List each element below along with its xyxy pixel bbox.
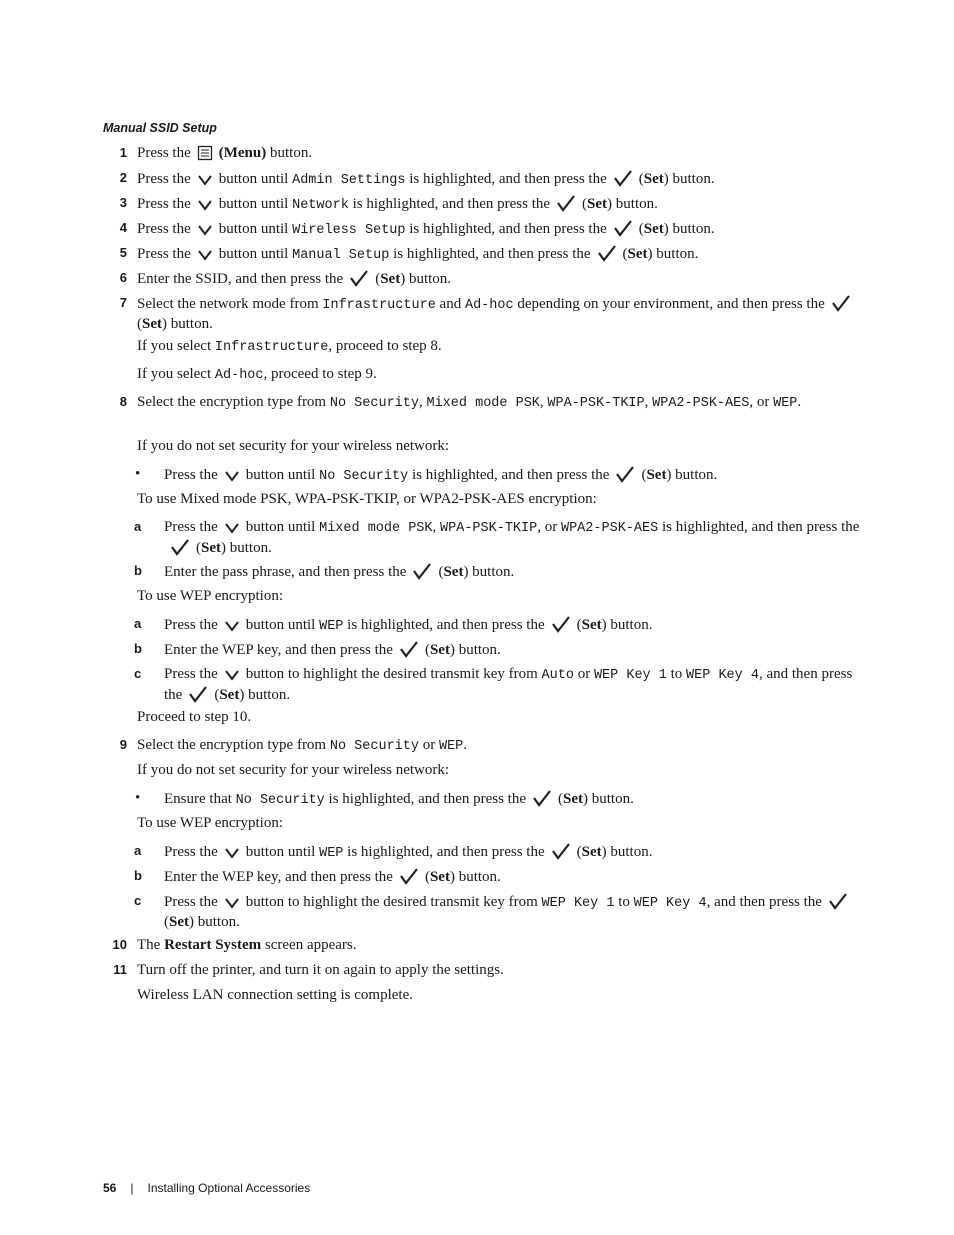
step-8-proceed: Proceed to step 10. (137, 709, 252, 725)
checkmark-icon (613, 169, 633, 187)
step-9-wep-a: a Press the button until WEP is highlighted, and then press the (Set) button. (134, 843, 653, 861)
step-8: 8 Select the encryption type from No Security, Mixed mode PSK, WPA-PSK-TKIP, WPA2-PSK-AES, or WEP. (119, 394, 802, 411)
page-number: 56 (103, 1181, 117, 1195)
step-7-adhoc: If you select Ad-hoc, proceed to step 9. (137, 366, 377, 383)
step-5: 5 Press the button until Manual Setup is highlighted, and then press the (Set) button. (119, 245, 699, 263)
checkmark-icon (412, 562, 432, 580)
step-6: 6 Enter the SSID, and then press the (Set) button. (119, 270, 452, 287)
step-9-nosec-intro: If you do not set security for your wireless network: (137, 762, 450, 778)
checkmark-icon (399, 867, 419, 885)
chevron-down-icon (224, 668, 240, 682)
step-9-wep-intro: To use WEP encryption: (137, 815, 284, 831)
chevron-down-icon (224, 619, 240, 633)
checkmark-icon (399, 640, 419, 658)
chevron-down-icon (224, 896, 240, 910)
step-8-psk-a: a Press the button until Mixed mode PSK, WPA-PSK-TKIP, or WPA2-PSK-AES is highlighted, and then press the (Set) button. (134, 519, 860, 556)
step-7-infrastructure: If you select Infrastructure, proceed to step 8. (137, 338, 442, 355)
checkmark-icon (349, 269, 369, 287)
step-3: 3 Press the button until Network is highlighted, and then press the (Set) button. (119, 195, 658, 213)
step-8-wep-b: b Enter the WEP key, and then press the (Set) button. (134, 641, 501, 658)
step-11: 11 Turn off the printer, and turn it on again to apply the settings. (113, 962, 504, 978)
step-8-nosec-intro: If you do not set security for your wireless network: (137, 438, 450, 454)
step-8-wep-a: a Press the button until WEP is highlighted, and then press the (Set) button. (134, 616, 653, 634)
page-footer (103, 1181, 310, 1195)
step-10: 10 The Restart System screen appears. (112, 937, 357, 953)
step-1: 1 Press the (Menu) button. (119, 145, 313, 161)
step-4: 4 Press the button until Wireless Setup is highlighted, and then press the (Set) button. (119, 220, 715, 238)
step-8-wep-intro: To use WEP encryption: (137, 588, 284, 604)
checkmark-icon (831, 294, 851, 312)
chevron-down-icon (197, 198, 213, 212)
checkmark-icon (532, 789, 552, 807)
step-11-complete: Wireless LAN connection setting is complete. (137, 987, 413, 1003)
step-8-psk-intro: To use Mixed mode PSK, WPA-PSK-TKIP, or WPA2-PSK-AES encryption: (137, 491, 597, 507)
step-9-wep-c: c Press the button to highlight the desired transmit key from WEP Key 1 to WEP Key 4, and then press the (Set) button. (164, 892, 864, 931)
checkmark-icon (597, 244, 617, 262)
checkmark-icon (551, 615, 571, 633)
menu-icon (197, 145, 213, 161)
checkmark-icon (188, 685, 208, 703)
checkmark-icon (170, 538, 190, 556)
chevron-down-icon (197, 173, 213, 187)
footer-separator: | (130, 1181, 134, 1195)
chevron-down-icon (197, 223, 213, 237)
step-8-nosec-bullet: • Press the button until No Security is highlighted, and then press the (Set) button. (135, 466, 718, 484)
chevron-down-icon (224, 521, 240, 535)
step-2: 2 Press the button until Admin Settings is highlighted, and then press the (Set) button. (119, 170, 715, 188)
step-9-wep-b: b Enter the WEP key, and then press the (Set) button. (134, 868, 501, 885)
checkmark-icon (613, 219, 633, 237)
page-title: Manual SSID Setup (103, 121, 217, 135)
step-8-wep-c: c Press the button to highlight the desired transmit key from Auto or WEP Key 1 to WEP Key 4, and then press the (Set) button. (134, 666, 853, 703)
chevron-down-icon (224, 846, 240, 860)
footer-section: Installing Optional Accessories (147, 1181, 311, 1195)
chevron-down-icon (224, 469, 240, 483)
checkmark-icon (551, 842, 571, 860)
step-9-nosec-bullet: • Ensure that No Security is highlighted, and then press the (Set) button. (135, 790, 634, 808)
checkmark-icon (828, 892, 848, 910)
step-8-psk-b: b Enter the pass phrase, and then press the (Set) button. (134, 563, 515, 580)
chevron-down-icon (197, 248, 213, 262)
checkmark-icon (556, 194, 576, 212)
step-9: 9 Select the encryption type from No Security or WEP. (119, 737, 468, 754)
checkmark-icon (615, 465, 635, 483)
step-7: 7 Select the network mode from Infrastructure and Ad-hoc depending on your environment, and then press the (Set) button. (137, 294, 864, 333)
